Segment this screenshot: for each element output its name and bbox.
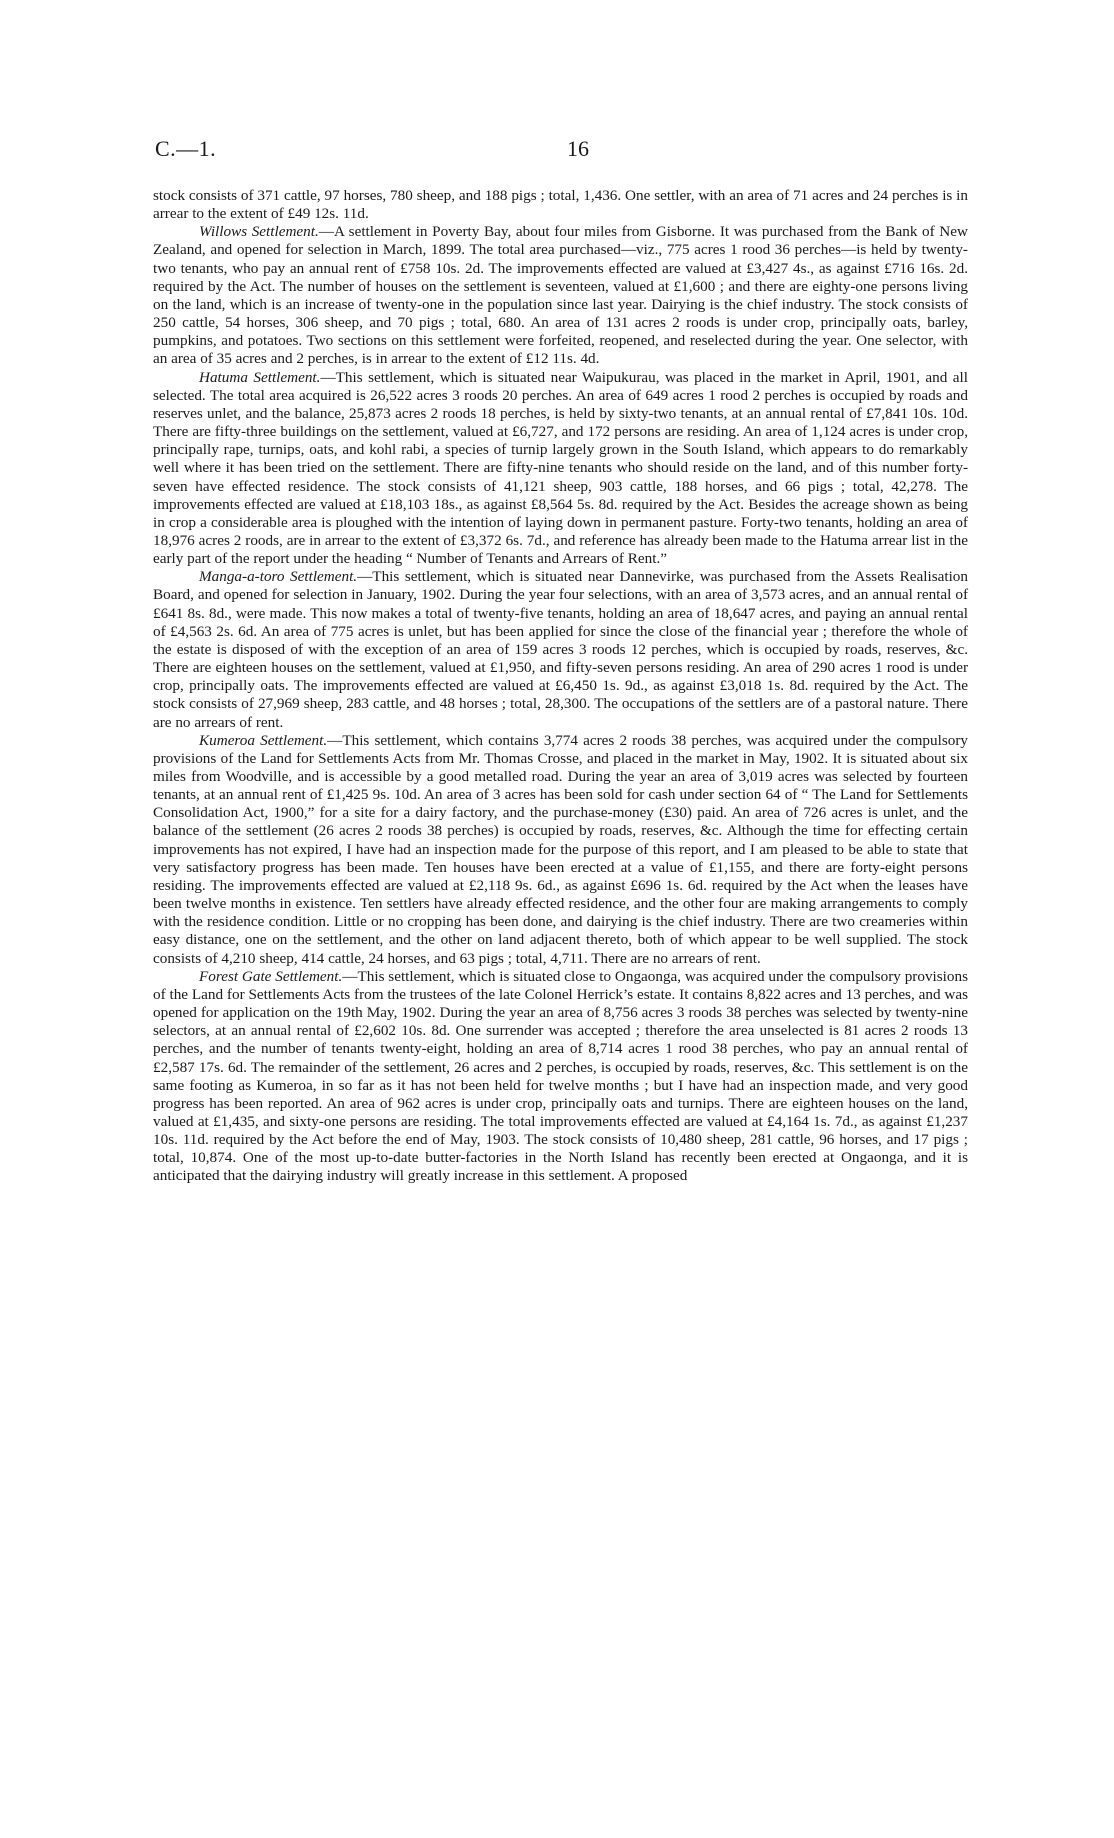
paragraph-text: —A settlement in Poverty Bay, about four miles from Gisborne. It was purchased from the Bank of New Zealand, and opened for selection in March, 1899. The total area purchased—viz., 775 acres 1 rood 36 perches—is held by twenty-two tenants, who pay an annual rent of £758 10s. 2d. The improvements effected are valued at £3,427 4s., as against £716 16s. 2d. required by the Act. The number of houses on the settlement is seventeen, valued at £1,600 ; and there are eighty-one persons living on the land, which is an increase of twenty-one in the population since last year. Dairying is the chief industry. The stock consists of 250 cattle, 54 horses, 306 sheep, and 70 pigs ; total, 680. An area of 131 acres 2 roods is under crop, principally oats, barley, pumpkins, and potatoes. Two sections on this settlement were forfeited, reopened, and reselected during the year. One selector, with an area of 35 acres and 2 perches, is in arrear to the extent of £12 11s. 4d. <box>153 223 968 368</box>
paragraph-text: stock consists of 371 cattle, 97 horses, 780 sheep, and 188 pigs ; total, 1,436. One settler, with an area of 71 acres and 24 perches is in arrear to the extent of £49 12s. 11d. <box>153 187 968 223</box>
paragraph-kumeroa <box>153 732 968 968</box>
paragraph-heading: Forest Gate Settlement. <box>199 967 343 985</box>
paragraph-forest-gate <box>153 968 968 1186</box>
paragraph-continuation <box>153 187 968 223</box>
paragraph-manga-a-toro <box>153 568 968 731</box>
paragraph-text: —This settlement, which contains 3,774 acres 2 roods 38 perches, was acquired under the compulsory provisions of the Land for Settlements Acts from Mr. Thomas Crosse, and placed in the market in May, 1902. It is situated about six miles from Woodville, and is accessible by a good metalled road. During the year an area of 3,019 acres was selected by fourteen tenants, at an annual rent of £1,425 9s. 10d. An area of 3 acres has been sold for cash under section 64 of “ The Land for Settlements Consolidation Act, 1900,” for a site for a dairy factory, and the purchase-money (£30) paid. An area of 726 acres is unlet, and the balance of the settlement (26 acres 2 roods 38 perches) is occupied by roads, reserves, &c. Although the time for effecting certain improvements has not expired, I have had an inspection made for the purpose of this report, and I am pleased to be able to state that very satisfactory progress has been made. Ten houses have been erected at a value of £1,155, and there are forty-eight persons residing. The improvements effected are valued at £2,118 9s. 6d., as against £696 1s. 6d. required by the Act when the leases have been twelve months in existence. Ten settlers have already effected residence, and the other four are making arrangements to comply with the residence condition. Little or no cropping has been done, and dairying is the chief industry. There are two creameries within easy distance, one on the settlement, and the other on land adjacent thereto, both of which appear to be well supplied. The stock consists of 4,210 sheep, 414 cattle, 24 horses, and 63 pigs ; total, 4,711. There are no arrears of rent. <box>153 731 968 967</box>
body-text <box>153 187 968 1186</box>
document-reference: C.—1. <box>155 136 217 161</box>
paragraph-hatuma <box>153 369 968 569</box>
page-number: 16 <box>567 136 589 161</box>
paragraph-text: —This settlement, which is situated near Dannevirke, was purchased from the Assets Realisation Board, and opened for selection in January, 1902. During the year four selections, with an area of 3,573 acres, and an annual rental of £641 8s. 8d., were made. This now makes a total of twenty-five tenants, holding an area of 18,647 acres, and paying an annual rental of £4,563 2s. 6d. An area of 775 acres is unlet, but has been applied for since the close of the financial year ; therefore the whole of the estate is disposed of with the exception of an area of 159 acres 3 roods 12 perches, which is occupied by roads, reserves, &c. There are eighteen houses on the settlement, valued at £1,950, and fifty-seven persons residing. An area of 290 acres 1 rood is under crop, principally oats. The improvements effected are valued at £6,450 1s. 9d., as against £3,018 1s. 8d. required by the Act. The stock consists of 27,969 sheep, 283 cattle, and 48 horses ; total, 28,300. The occupations of the settlers are of a pastoral nature. There are no arrears of rent. <box>153 568 968 731</box>
paragraph-heading: Manga-a-toro Settlement. <box>199 568 358 586</box>
paragraph-heading: Kumeroa Settlement. <box>199 731 328 749</box>
paragraph-heading: Willows Settlement. <box>199 223 319 241</box>
paragraph-heading: Hatuma Settlement. <box>199 368 321 386</box>
paragraph-text: —This settlement, which is situated near Waipukurau, was placed in the market in April, 1901, and all selected. The total area acquired is 26,522 acres 3 roods 20 perches. An area of 649 acres 1 rood 2 perches is occupied by roads and reserves unlet, and the balance, 25,873 acres 2 roods 18 perches, is held by sixty-two tenants, at an annual rental of £7,841 10s. 10d. There are fifty-three buildings on the settlement, valued at £6,727, and 172 persons are residing. An area of 1,124 acres is under crop, principally rape, turnips, oats, and kohl rabi, a species of turnip largely grown in the South Island, which appears to do remarkably well where it has been tried on the settlement. There are fifty-nine tenants who should reside on the land, and of this number forty-seven have effected residence. The stock consists of 41,121 sheep, 903 cattle, 188 horses, and 66 pigs ; total, 42,278. The improvements effected are valued at £18,103 18s., as against £8,564 5s. 8d. required by the Act. Besides the acreage shown as being in crop a considerable area is ploughed with the intention of laying down in permanent pasture. Forty-two tenants, holding an area of 18,976 acres 2 roods, are in arrear to the extent of £3,372 6s. 7d., and reference has already been made to the Hatuma arrear list in the early part of the report under the heading “ Number of Tenants and Arrears of Rent.” <box>153 368 968 568</box>
paragraph-text: —This settlement, which is situated close to Ongaonga, was acquired under the compulsory provisions of the Land for Settlements Acts from the trustees of the late Colonel Herrick’s estate. It contains 8,822 acres and 13 perches, and was opened for application on the 19th May, 1902. During the year an area of 8,756 acres 3 roods 38 perches was selected by twenty-nine selectors, at an annual rental of £2,602 10s. 8d. One surrender was accepted ; therefore the area unselected is 81 acres 2 roods 13 perches, and the number of tenants twenty-eight, holding an area of 8,714 acres 1 rood 38 perches, who pay an annual rental of £2,587 17s. 6d. The remainder of the settlement, 26 acres and 2 perches, is occupied by roads, reserves, &c. This settlement is on the same footing as Kumeroa, in so far as it has not been held for twelve months ; but I have had an inspection made, and very good progress has been reported. An area of 962 acres is under crop, principally oats and turnips. There are eighteen houses on the land, valued at £1,435, and sixty-one persons are residing. The total improvements effected are valued at £4,164 1s. 7d., as against £1,237 10s. 11d. required by the Act before the end of May, 1903. The stock consists of 10,480 sheep, 281 cattle, 96 horses, and 17 pigs ; total, 10,874. One of the most up-to-date butter-factories in the North Island has recently been erected at Ongaonga, and it is anticipated that the dairying industry will greatly increase in this settlement. A proposed <box>153 967 968 1185</box>
paragraph-willows <box>153 223 968 368</box>
